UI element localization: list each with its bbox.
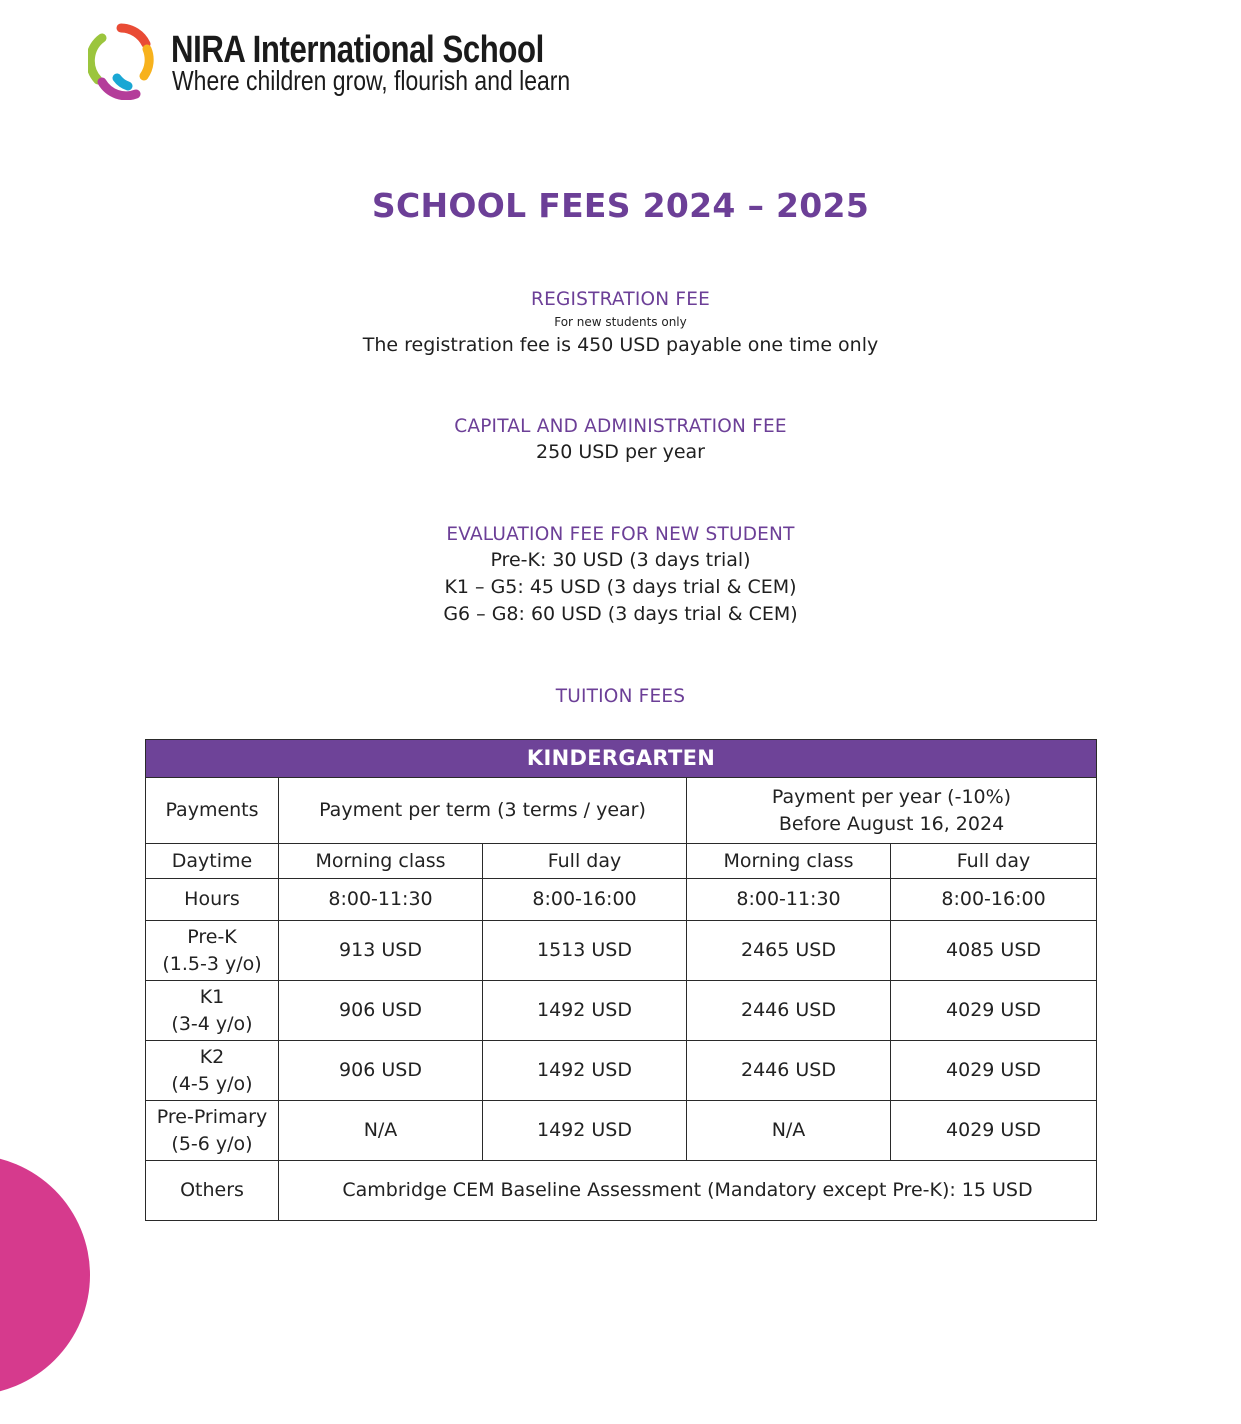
table-cell: 4029 USD [891, 981, 1097, 1041]
logo-arc-red [121, 28, 146, 44]
others-text: Cambridge CEM Baseline Assessment (Mandatory except Pre-K): 15 USD [279, 1161, 1097, 1221]
payments-row [146, 778, 1097, 844]
table-cell: 8:00-11:30 [279, 879, 483, 921]
table-cell: 1492 USD [483, 981, 687, 1041]
page-title: SCHOOL FEES 2024 – 2025 [371, 186, 870, 225]
capital-title: CAPITAL AND ADMINISTRATION FEE [454, 416, 787, 437]
table-cell: 8:00-16:00 [483, 879, 687, 921]
table-cell: 4085 USD [891, 921, 1097, 981]
daytime-label: Daytime [146, 844, 279, 879]
registration-title: REGISTRATION FEE [531, 289, 710, 310]
per-year-header [687, 778, 1097, 844]
table-row [146, 981, 1097, 1041]
tuition-title: TUITION FEES [555, 686, 686, 707]
school-tagline: Where children grow, flourish and learn [172, 65, 571, 96]
kindergarten-fee-table [145, 739, 1097, 1221]
logo-arc-yellow [144, 49, 149, 76]
table-header-kindergarten: KINDERGARTEN [146, 740, 1097, 778]
registration-section [0, 287, 1241, 359]
table-cell: 4029 USD [891, 1041, 1097, 1101]
table-row [146, 1101, 1097, 1161]
decorative-circle [0, 1155, 90, 1395]
grade-name: K1 [199, 985, 225, 1008]
evaluation-line: G6 – G8: 60 USD (3 days trial & CEM) [443, 603, 798, 625]
others-label: Others [146, 1161, 279, 1221]
logo-ring-icon [88, 20, 154, 100]
grade-name: Pre-K [187, 925, 237, 948]
school-name: NIRA International School [171, 29, 544, 71]
table-row [146, 1041, 1097, 1101]
table-cell: Full day [891, 844, 1097, 879]
grade-age: (4-5 y/o) [171, 1072, 253, 1095]
table-cell: 8:00-16:00 [891, 879, 1097, 921]
table-cell: 2465 USD [687, 921, 891, 981]
hours-label: Hours [146, 879, 279, 921]
per-year-label: Payment per year (-10%) [771, 785, 1012, 808]
table-cell: 1492 USD [483, 1041, 687, 1101]
table-cell: 906 USD [279, 981, 483, 1041]
per-term-header: Payment per term (3 terms / year) [279, 778, 687, 844]
evaluation-section [0, 522, 1241, 628]
per-year-deadline: Before August 16, 2024 [778, 812, 1005, 835]
table-row [146, 921, 1097, 981]
grade-name: K2 [199, 1045, 225, 1068]
grade-age: (3-4 y/o) [171, 1012, 253, 1035]
grade-name: Pre-Primary [156, 1105, 268, 1128]
grade-age: (1.5-3 y/o) [162, 952, 262, 975]
tuition-section [0, 684, 1241, 709]
logo-arc-green [90, 38, 102, 80]
payments-label: Payments [146, 778, 279, 844]
grade-label [146, 981, 279, 1041]
capital-text: 250 USD per year [536, 441, 705, 463]
daytime-row [146, 844, 1097, 879]
hours-row [146, 879, 1097, 921]
grade-label [146, 1101, 279, 1161]
table-cell: 2446 USD [687, 1041, 891, 1101]
table-cell: 913 USD [279, 921, 483, 981]
table-cell: 1513 USD [483, 921, 687, 981]
table-cell: 906 USD [279, 1041, 483, 1101]
table-cell: Morning class [279, 844, 483, 879]
grade-age: (5-6 y/o) [171, 1132, 253, 1155]
table-cell: Full day [483, 844, 687, 879]
table-cell: 4029 USD [891, 1101, 1097, 1161]
table-cell: 1492 USD [483, 1101, 687, 1161]
evaluation-line: K1 – G5: 45 USD (3 days trial & CEM) [444, 576, 797, 598]
table-cell: N/A [279, 1101, 483, 1161]
grade-label [146, 1041, 279, 1101]
registration-text: The registration fee is 450 USD payable one time only [362, 334, 879, 356]
logo-arc-blue [117, 78, 128, 86]
table-cell: Morning class [687, 844, 891, 879]
others-row [146, 1161, 1097, 1221]
capital-section [0, 414, 1241, 466]
evaluation-line: Pre-K: 30 USD (3 days trial) [490, 549, 751, 571]
registration-note: For new students only [554, 315, 687, 329]
evaluation-title: EVALUATION FEE FOR NEW STUDENT [446, 524, 795, 545]
grade-label [146, 921, 279, 981]
table-header-row [146, 740, 1097, 778]
table-cell: 8:00-11:30 [687, 879, 891, 921]
table-cell: N/A [687, 1101, 891, 1161]
table-cell: 2446 USD [687, 981, 891, 1041]
